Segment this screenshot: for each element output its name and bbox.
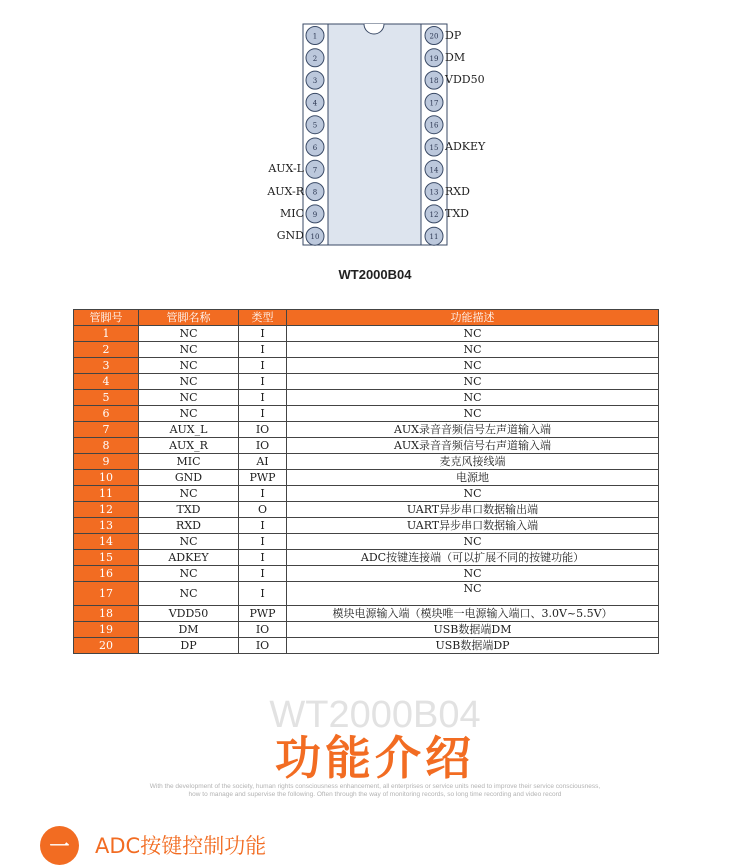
pin-18-label: VDD50 — [445, 73, 485, 87]
pin-11-number: 11 — [429, 233, 439, 242]
cell-function: 电源地 — [287, 470, 659, 486]
cell-pin-number: 15 — [74, 550, 139, 566]
table-row — [74, 502, 659, 518]
pin-18-number: 18 — [429, 77, 439, 86]
subsection-title: ADC按键控制功能 — [95, 834, 267, 858]
cell-pin-number: 2 — [74, 342, 139, 358]
cell-pin-name: TXD — [139, 502, 239, 518]
pin-3-number: 3 — [312, 77, 318, 86]
subsection-number-badge — [40, 826, 79, 865]
watermark-title: WT2000B04 — [269, 694, 481, 736]
cell-function: NC — [287, 566, 659, 582]
cell-pin-number: 3 — [74, 358, 139, 374]
cell-function: UART异步串口数据输入端 — [287, 518, 659, 534]
cell-type: I — [239, 374, 287, 390]
tagline-line-2: how to manage and supervise the following. Often through the way of monitoring records, so long time recording and video record — [188, 791, 562, 798]
table-row — [74, 454, 659, 470]
cell-function: AUX录音音频信号右声道输入端 — [287, 438, 659, 454]
cell-pin-number: 8 — [74, 438, 139, 454]
pin-10-number: 10 — [310, 233, 320, 242]
cell-pin-name: NC — [139, 486, 239, 502]
header-pin-number: 管脚号 — [74, 310, 139, 326]
cell-type: I — [239, 326, 287, 342]
header-pin-name: 管脚名称 — [139, 310, 239, 326]
table-row — [74, 518, 659, 534]
cell-function: NC — [287, 406, 659, 422]
cell-pin-name: NC — [139, 534, 239, 550]
cell-type: I — [239, 390, 287, 406]
cell-type: I — [239, 486, 287, 502]
table-row — [74, 534, 659, 550]
cell-type: I — [239, 358, 287, 374]
pin-19-number: 19 — [429, 54, 439, 63]
pin-20-label: DP — [445, 28, 462, 42]
cell-pin-name: DP — [139, 638, 239, 654]
cell-pin-name: DM — [139, 622, 239, 638]
cell-type: I — [239, 342, 287, 358]
cell-function: 麦克风接线端 — [287, 454, 659, 470]
pin-2-number: 2 — [312, 54, 318, 63]
pin-17-number: 17 — [429, 99, 439, 108]
cell-type: I — [239, 534, 287, 550]
cell-pin-name: NC — [139, 374, 239, 390]
table-row — [74, 566, 659, 582]
cell-type: I — [239, 550, 287, 566]
cell-pin-name: GND — [139, 470, 239, 486]
cell-function: NC — [287, 486, 659, 502]
pin-9-label: MIC — [279, 206, 304, 220]
cell-type: AI — [239, 454, 287, 470]
cell-pin-name: NC — [139, 390, 239, 406]
cell-pin-number: 6 — [74, 406, 139, 422]
table-row — [74, 582, 659, 606]
table-header-row — [74, 310, 659, 326]
cell-type: PWP — [239, 470, 287, 486]
table-row — [74, 486, 659, 502]
table-row — [74, 622, 659, 638]
pin-13-number: 13 — [429, 188, 439, 197]
header-type: 类型 — [239, 310, 287, 326]
cell-type: I — [239, 582, 287, 606]
cell-type: IO — [239, 438, 287, 454]
cell-function: NC — [287, 582, 659, 606]
table-row — [74, 422, 659, 438]
cell-function: UART异步串口数据输出端 — [287, 502, 659, 518]
cell-pin-name: AUX_L — [139, 422, 239, 438]
cell-pin-name: NC — [139, 326, 239, 342]
pin-9-number: 9 — [312, 210, 318, 219]
table-row — [74, 406, 659, 422]
cell-pin-number: 5 — [74, 390, 139, 406]
table-row — [74, 550, 659, 566]
pin-6-number: 6 — [312, 144, 318, 152]
cell-function: NC — [287, 374, 659, 390]
pin-function-table — [73, 309, 659, 654]
right-pin-column — [425, 27, 443, 246]
table-row — [74, 326, 659, 342]
cell-pin-name: RXD — [139, 518, 239, 534]
pin-1-number: 1 — [312, 32, 318, 41]
cell-type: I — [239, 566, 287, 582]
section-title: 功能介绍 — [275, 731, 475, 785]
chip-pinout-diagram — [0, 0, 750, 250]
pin-12-number: 12 — [429, 210, 439, 219]
cell-pin-number: 20 — [74, 638, 139, 654]
cell-function: AUX录音音频信号左声道输入端 — [287, 422, 659, 438]
pin-15-label: ADKEY — [445, 140, 486, 153]
cell-type: I — [239, 406, 287, 422]
table-row — [74, 390, 659, 406]
cell-function: NC — [287, 534, 659, 550]
table-row — [74, 470, 659, 486]
left-pin-column — [306, 27, 324, 246]
table-row — [74, 606, 659, 622]
cell-pin-number: 17 — [74, 582, 139, 606]
chip-body — [328, 24, 421, 245]
cell-pin-name: AUX_R — [139, 438, 239, 454]
cell-function: ADC按键连接端（可以扩展不同的按键功能） — [287, 550, 659, 566]
table-row — [74, 342, 659, 358]
cell-pin-number: 9 — [74, 454, 139, 470]
pin-10-label: GND — [276, 229, 304, 243]
cell-pin-number: 13 — [74, 518, 139, 534]
tagline-line-1: With the development of the society, human rights consciousness enhancement, all enterprises or service units need to improve their service consciousness, — [149, 783, 601, 790]
pin-15-number: 15 — [429, 144, 439, 152]
pin-14-number: 14 — [429, 166, 439, 175]
cell-pin-number: 12 — [74, 502, 139, 518]
cell-pin-name: VDD50 — [139, 606, 239, 622]
cell-function: USB数据端DP — [287, 638, 659, 654]
cell-pin-number: 1 — [74, 326, 139, 342]
cell-type: IO — [239, 422, 287, 438]
cell-function: NC — [287, 326, 659, 342]
cell-pin-name: ADKEY — [139, 550, 239, 566]
pin-19-label: DM — [445, 50, 466, 64]
cell-pin-number: 4 — [74, 374, 139, 390]
pin-20-number: 20 — [429, 32, 439, 41]
cell-pin-name: NC — [139, 406, 239, 422]
cell-function: NC — [287, 342, 659, 358]
chip-caption: WT2000B04 — [338, 267, 412, 282]
pin-5-number: 5 — [312, 121, 318, 130]
cell-function: 模块电源输入端（模块唯一电源输入端口、3.0V~5.5V） — [287, 606, 659, 622]
cell-pin-number: 14 — [74, 534, 139, 550]
cell-function: USB数据端DM — [287, 622, 659, 638]
cell-type: O — [239, 502, 287, 518]
cell-type: I — [239, 518, 287, 534]
cell-pin-number: 10 — [74, 470, 139, 486]
cell-pin-number: 11 — [74, 486, 139, 502]
cell-type: IO — [239, 622, 287, 638]
pin-7-number: 7 — [312, 166, 318, 175]
table-row — [74, 438, 659, 454]
pin-7-label: AUX-L — [268, 162, 304, 176]
cell-pin-name: NC — [139, 582, 239, 606]
cell-type: IO — [239, 638, 287, 654]
cell-pin-number: 19 — [74, 622, 139, 638]
pin-8-label: AUX-R — [267, 184, 304, 198]
cell-type: PWP — [239, 606, 287, 622]
pin-13-label: RXD — [445, 184, 470, 198]
subsection-number: 一 — [49, 833, 70, 858]
cell-pin-name: NC — [139, 342, 239, 358]
header-function: 功能描述 — [287, 310, 659, 326]
pin-12-label: TXD — [445, 206, 469, 220]
cell-function: NC — [287, 390, 659, 406]
pin-16-number: 16 — [429, 121, 439, 130]
table-row — [74, 374, 659, 390]
pin-4-number: 4 — [312, 99, 318, 108]
cell-pin-number: 7 — [74, 422, 139, 438]
pin-8-number: 8 — [312, 188, 318, 197]
cell-pin-number: 16 — [74, 566, 139, 582]
table-row — [74, 638, 659, 654]
cell-pin-number: 18 — [74, 606, 139, 622]
cell-pin-name: NC — [139, 358, 239, 374]
table-row — [74, 358, 659, 374]
cell-function: NC — [287, 358, 659, 374]
cell-pin-name: MIC — [139, 454, 239, 470]
cell-pin-name: NC — [139, 566, 239, 582]
